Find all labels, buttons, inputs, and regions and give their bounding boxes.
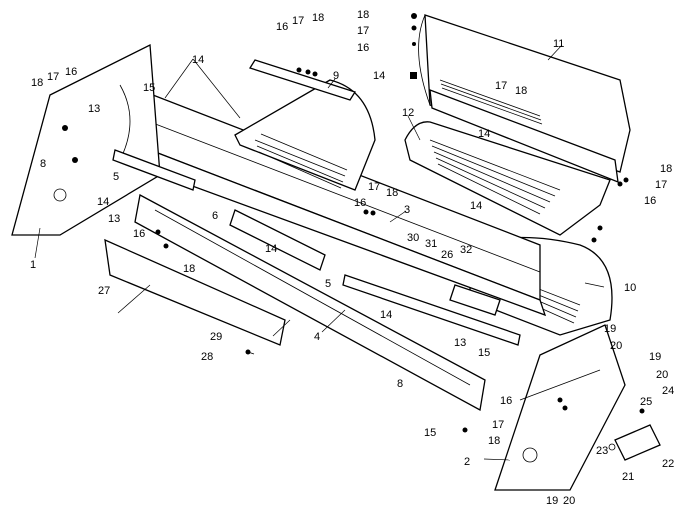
callout-24: 24 xyxy=(662,385,675,397)
callout-32: 32 xyxy=(460,244,473,256)
callout-28: 28 xyxy=(201,351,214,363)
callout-18b: 18 xyxy=(312,12,325,24)
callout-17d: 17 xyxy=(368,181,381,193)
callout-14a: 14 xyxy=(192,54,205,66)
callout-17b: 17 xyxy=(292,15,305,27)
callout-5a: 5 xyxy=(113,171,120,183)
callout-17f: 17 xyxy=(655,179,668,191)
callout-14c: 14 xyxy=(265,243,278,255)
callout-22: 22 xyxy=(662,458,675,470)
callout-19c: 19 xyxy=(546,495,559,507)
callout-9: 9 xyxy=(333,70,340,82)
callout-12: 12 xyxy=(402,107,415,119)
callout-29: 29 xyxy=(210,331,223,343)
callout-13c: 13 xyxy=(454,337,467,349)
callout-18g: 18 xyxy=(183,263,196,275)
callout-14e: 14 xyxy=(478,128,491,140)
callout-3: 3 xyxy=(404,204,411,216)
callout-15c: 15 xyxy=(424,427,437,439)
callout-17g: 17 xyxy=(492,419,505,431)
callout-15a: 15 xyxy=(143,82,156,94)
callout-18a: 18 xyxy=(31,77,44,89)
callout-13a: 13 xyxy=(88,103,101,115)
callout-20a: 20 xyxy=(610,340,623,352)
callout-15b: 15 xyxy=(478,347,491,359)
callout-14f: 14 xyxy=(470,200,483,212)
callout-11: 11 xyxy=(553,38,565,50)
callout-14d: 14 xyxy=(373,70,386,82)
callout-8b: 8 xyxy=(397,378,404,390)
callout-27: 27 xyxy=(98,285,111,297)
callout-20b: 20 xyxy=(656,369,669,381)
callout-18h: 18 xyxy=(488,435,501,447)
callout-17c: 17 xyxy=(357,25,370,37)
callout-16g: 16 xyxy=(500,395,513,407)
callout-13b: 13 xyxy=(108,213,121,225)
end-plate-part-2 xyxy=(495,325,625,490)
callout-4: 4 xyxy=(314,331,321,343)
callout-18d: 18 xyxy=(386,187,399,199)
callout-5b: 5 xyxy=(325,278,332,290)
callout-19b: 19 xyxy=(649,351,662,363)
callout-23: 23 xyxy=(596,445,609,457)
callout-18c: 18 xyxy=(357,9,370,21)
callout-10: 10 xyxy=(624,282,637,294)
callout-16a: 16 xyxy=(65,66,78,78)
callout-31: 31 xyxy=(425,238,438,250)
callout-20c: 20 xyxy=(563,495,576,507)
callout-25: 25 xyxy=(640,396,653,408)
callout-17a: 17 xyxy=(47,71,60,83)
callout-30: 30 xyxy=(407,232,420,244)
callout-14g: 14 xyxy=(380,309,393,321)
callout-6: 6 xyxy=(212,210,219,222)
callout-14b: 14 xyxy=(97,196,110,208)
callout-16f: 16 xyxy=(644,195,657,207)
callout-17e: 17 xyxy=(495,80,508,92)
callout-16c: 16 xyxy=(357,42,370,54)
callout-18e: 18 xyxy=(515,85,528,97)
callout-26: 26 xyxy=(441,249,454,261)
cover-plate-part-27 xyxy=(105,240,285,345)
callout-16b: 16 xyxy=(276,21,289,33)
callout-18f: 18 xyxy=(660,163,673,175)
callout-2: 2 xyxy=(464,456,471,468)
callout-16e: 16 xyxy=(133,228,146,240)
callout-1: 1 xyxy=(30,259,37,271)
callout-8a: 8 xyxy=(40,158,47,170)
callout-21: 21 xyxy=(622,471,635,483)
callout-16d: 16 xyxy=(354,197,367,209)
small-bracket-parts-21-25 xyxy=(609,425,660,460)
callout-19a: 19 xyxy=(604,323,617,335)
